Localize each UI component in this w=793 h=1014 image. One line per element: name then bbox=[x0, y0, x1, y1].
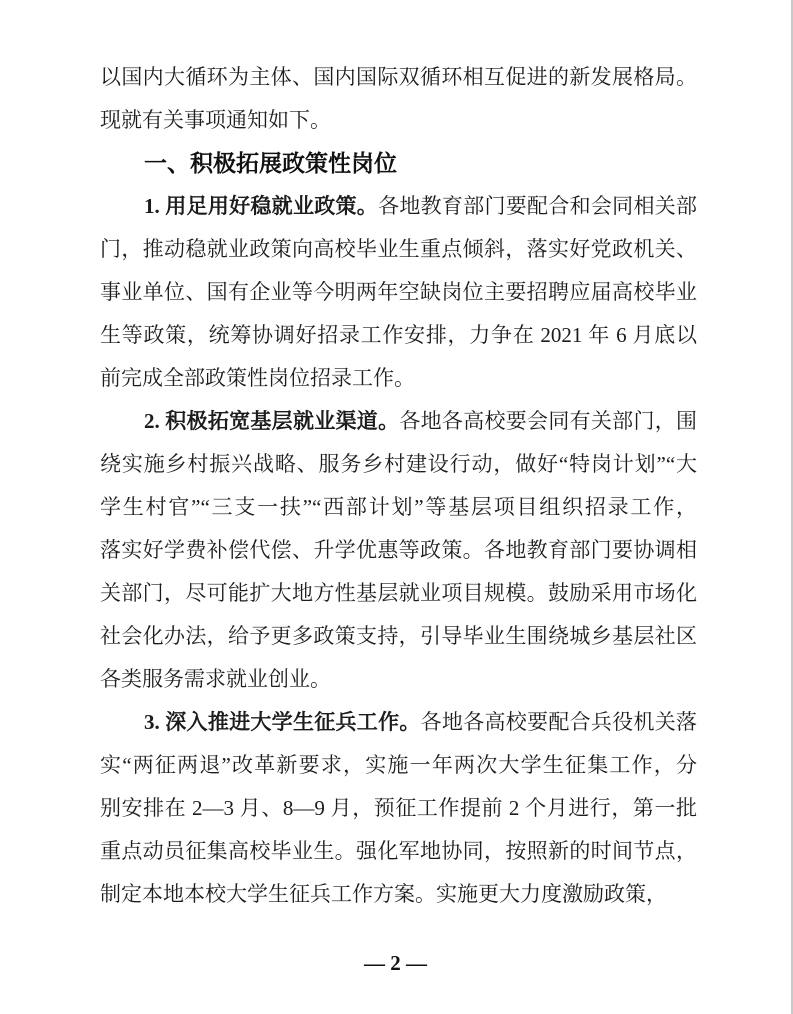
text-line: 各类服务需求就业创业。 bbox=[100, 667, 331, 691]
text-line: 关部门，尽可能扩大地方性基层就业项目规模。鼓励采用市场化 bbox=[100, 581, 697, 605]
text-line: 以国内大循环为主体、国内国际双循环相互促进的新发展格局。 bbox=[100, 65, 697, 89]
section-heading: 一、积极拓展政策性岗位 bbox=[144, 150, 397, 176]
text-line: 2. 积极拓宽基层就业渠道。各地各高校要会同有关部门，围 bbox=[144, 409, 697, 433]
text-line: 别安排在 2—3 月、8—9 月，预征工作提前 2 个月进行，第一批 bbox=[100, 796, 697, 820]
text-line: 社会化办法，给予更多政策支持，引导毕业生围绕城乡基层社区 bbox=[100, 624, 697, 648]
text-line: 现就有关事项通知如下。 bbox=[100, 108, 331, 132]
text-line: 3. 深入推进大学生征兵工作。各地各高校要配合兵役机关落 bbox=[144, 710, 697, 734]
text-line: 制定本地本校大学生征兵工作方案。实施更大力度激励政策， bbox=[100, 882, 667, 906]
text-line: 事业单位、国有企业等今明两年空缺岗位主要招聘应届高校毕业 bbox=[100, 280, 697, 304]
text-line: 重点动员征集高校毕业生。强化军地协同，按照新的时间节点， bbox=[100, 839, 697, 863]
text-line: 1. 用足用好稳就业政策。各地教育部门要配合和会同相关部 bbox=[144, 194, 697, 218]
text-line: 生等政策，统筹协调好招录工作安排，力争在 2021 年 6 月底以 bbox=[100, 323, 697, 347]
text-line: 落实好学费补偿代偿、升学优惠等政策。各地教育部门要协调相 bbox=[100, 538, 697, 562]
text-line: 门，推动稳就业政策向高校毕业生重点倾斜，落实好党政机关、 bbox=[100, 237, 697, 261]
paragraph-lead: 1. 用足用好稳就业政策。 bbox=[144, 194, 379, 218]
page-number: — 2 — bbox=[364, 951, 427, 975]
paragraph-lead: 2. 积极拓宽基层就业渠道。 bbox=[144, 409, 400, 433]
text-line: 前完成全部政策性岗位招录工作。 bbox=[100, 366, 415, 390]
document-body bbox=[100, 56, 697, 916]
text-line: 学生村官”“三支一扶”“西部计划”等基层项目组织招录工作， bbox=[100, 495, 697, 519]
text-line: 绕实施乡村振兴战略、服务乡村建设行动，做好“特岗计划”“大 bbox=[100, 452, 697, 476]
paragraph-lead: 3. 深入推进大学生征兵工作。 bbox=[144, 710, 421, 734]
text-line: 实“两征两退”改革新要求，实施一年两次大学生征集工作，分 bbox=[100, 753, 697, 777]
